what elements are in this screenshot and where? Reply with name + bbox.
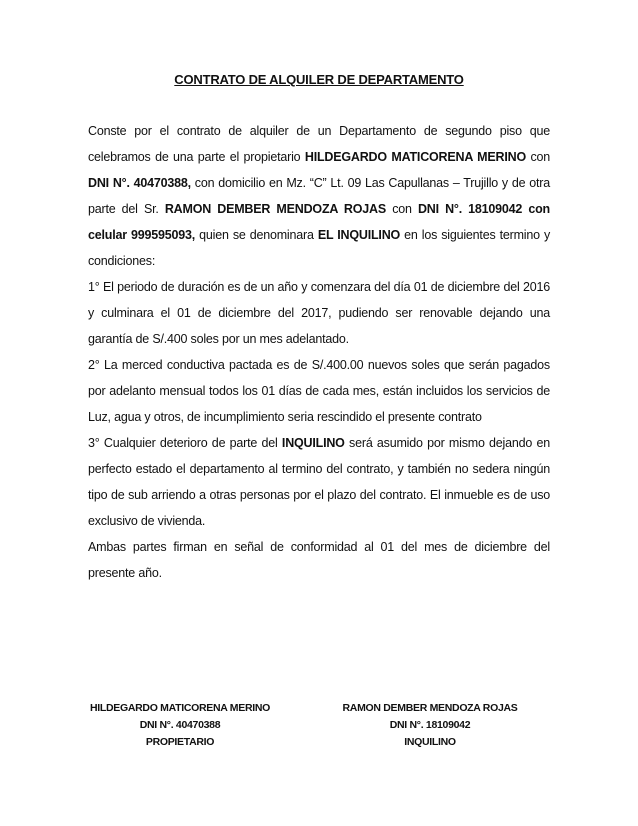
intro-text-4: con	[386, 202, 418, 216]
tenant-name: RAMON DEMBER MENDOZA ROJAS	[164, 202, 386, 216]
signature-tenant-dni: DNI N°. 18109042	[389, 719, 471, 731]
intro-text-5: quien se denominara	[195, 228, 318, 242]
signature-owner	[80, 700, 280, 751]
clause-1: 1° El periodo de duración es de un año y comenzara del día 01 de diciembre del 2016 y culminara el 01 de diciembre del 2017, pudiendo ser renovable dejando una garantía de S/.400 soles por un mes adelantado.	[88, 280, 550, 346]
tenant-role: EL INQUILINO	[317, 228, 401, 242]
document-title: CONTRATO DE ALQUILER DE DEPARTAMENTO	[174, 72, 464, 87]
contract-body	[88, 118, 550, 586]
clause-2: 2° La merced conductiva pactada es de S/.400.00 nuevos soles que serán pagados por adelanto mensual todos los 01 días de cada mes, están incluidos los servicios de Luz, agua y otros, de incumplimiento seria rescindido el presente contrato	[88, 358, 550, 424]
signature-owner-role: PROPIETARIO	[145, 736, 215, 748]
intro-text-1: Conste por el contrato de alquiler de un Departamento de segundo piso que celebramos de una parte el propietario	[88, 124, 550, 164]
intro-text-6: en los siguientes termino y condiciones:	[88, 228, 551, 268]
tenant-dni: DNI N°. 18109042 con celular 999595093,	[88, 202, 550, 242]
owner-name: HILDEGARDO MATICORENA MERINO	[304, 150, 526, 164]
signature-tenant	[330, 700, 530, 751]
signature-tenant-role: INQUILINO	[404, 736, 456, 748]
closing-paragraph: Ambas partes firman en señal de conformidad al 01 del mes de diciembre del presente año.	[88, 540, 550, 580]
owner-dni: DNI N°. 40470388,	[88, 176, 191, 190]
clause-3	[88, 430, 550, 534]
clause-3-text-2: será asumido por mismo dejando en perfecto estado el departamento al termino del contrato, y también no sedera ningún tipo de sub arriendo a otras personas por el plazo del contrato. El inmueble es de uso exclusivo de vivienda.	[88, 436, 550, 528]
intro-paragraph	[88, 118, 550, 274]
signature-owner-name: HILDEGARDO MATICORENA MERINO	[89, 702, 270, 714]
clause-3-bold: INQUILINO	[281, 436, 345, 450]
intro-text-3: con domicilio en Mz. “C” Lt. 09 Las Capullanas – Trujillo y de otra parte del Sr.	[88, 176, 550, 216]
signature-tenant-name: RAMON DEMBER MENDOZA ROJAS	[342, 702, 518, 714]
clause-3-text-1: 3° Cualquier deterioro de parte del	[88, 436, 282, 450]
intro-text-2: con	[525, 150, 550, 164]
signature-owner-dni: DNI N°. 40470388	[139, 719, 221, 731]
